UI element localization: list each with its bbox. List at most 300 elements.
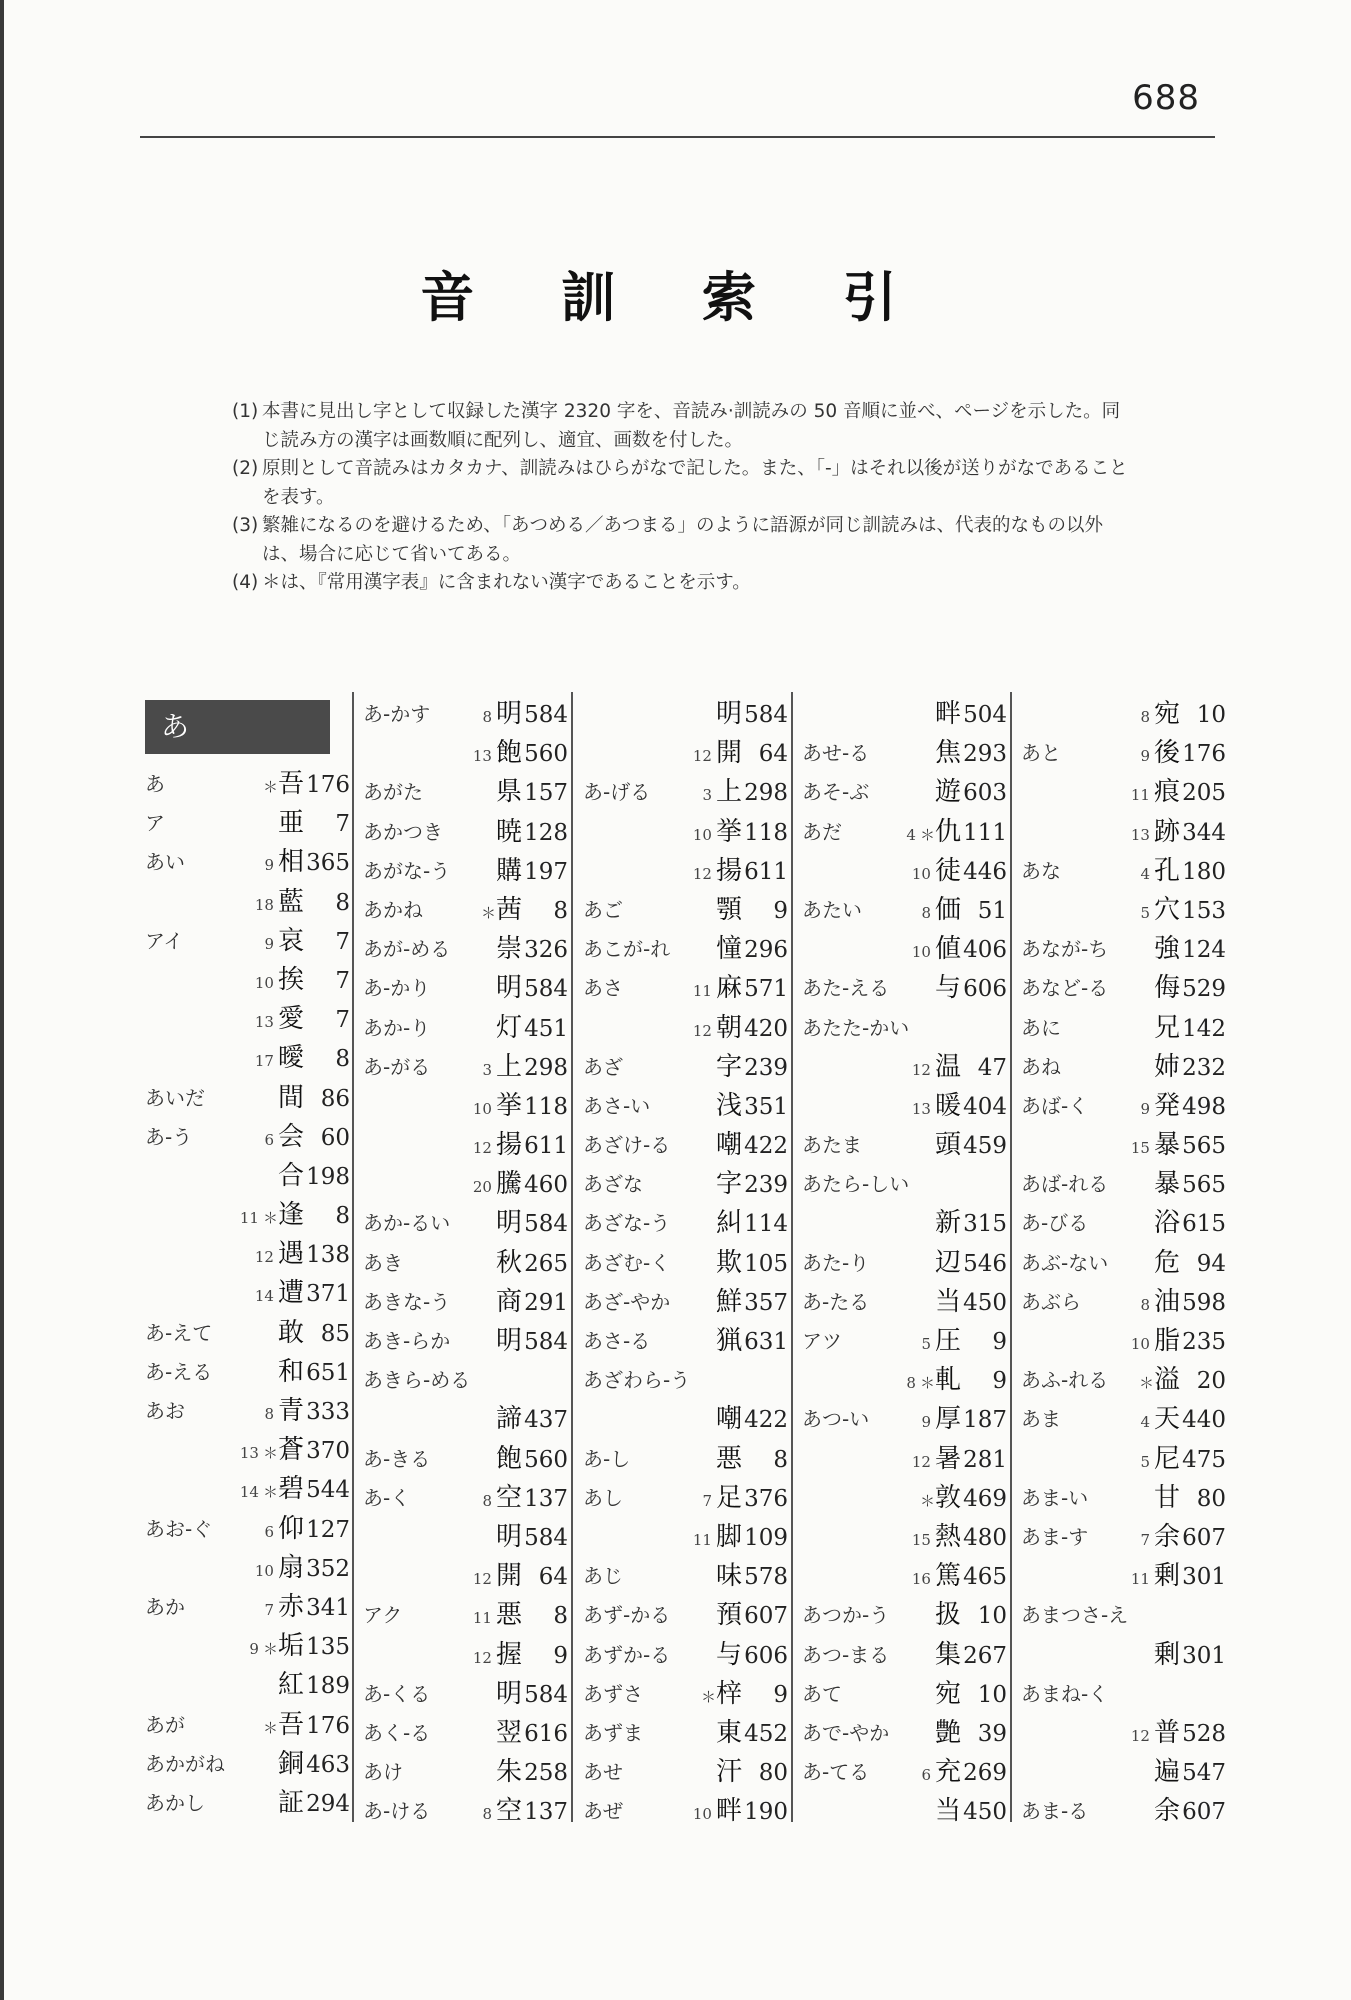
entry-kanji-page [921, 891, 1007, 933]
index-entry [145, 1079, 350, 1118]
index-column [1021, 695, 1226, 1831]
entry-reading: あ-きる [363, 1446, 431, 1471]
index-entry [583, 695, 788, 734]
entry-kanji-page [255, 883, 350, 925]
entry-page: 606 [963, 976, 1007, 1003]
entry-kanji: 開 [495, 1561, 522, 1592]
stroke-count: 7 [1140, 1530, 1150, 1549]
entry-reading: あたま [802, 1133, 862, 1158]
index-entry [363, 1283, 568, 1322]
entry-kanji: 飽 [495, 738, 522, 769]
index-entry [583, 1400, 788, 1439]
entry-page: 544 [306, 1477, 350, 1504]
entry-kanji-page [473, 1596, 568, 1638]
stroke-count: 13 [472, 747, 492, 766]
entry-page: 10 [1196, 702, 1226, 728]
entry-reading: あなが-ち [1021, 937, 1109, 962]
entry-kanji-page [912, 1440, 1007, 1482]
stroke-count: 8 [482, 1491, 492, 1510]
index-entry [802, 1479, 1007, 1518]
entry-page: 267 [963, 1642, 1007, 1669]
index-entry [583, 1361, 788, 1400]
entry-kanji: 糾 [715, 1208, 742, 1239]
entry-kanji-page [716, 930, 788, 970]
entry-reading: あたた-かい [802, 1015, 910, 1040]
entry-kanji: 剰 [1153, 1561, 1180, 1592]
index-entry [802, 813, 1007, 852]
entry-kanji-page [496, 1440, 568, 1480]
entry-page: 9 [773, 1681, 788, 1708]
entry-kanji: 挙 [495, 1090, 522, 1121]
index-column [802, 695, 1007, 1831]
entry-page: 616 [524, 1720, 568, 1747]
entry-page: 371 [306, 1281, 350, 1308]
stroke-count: 20 [472, 1178, 492, 1197]
index-entry [1021, 1636, 1226, 1675]
index-entry [145, 1784, 350, 1823]
entry-kanji: 暁 [495, 816, 522, 847]
entry-kanji: 値 [934, 934, 961, 965]
index-entry [145, 883, 350, 922]
index-entry [145, 1706, 350, 1745]
entry-page: 584 [524, 702, 568, 728]
entry-kanji: 上 [715, 777, 742, 808]
stroke-count: 3 [482, 1060, 492, 1079]
entry-kanji-page [716, 1440, 788, 1480]
entry-page: 7 [335, 1007, 350, 1034]
entry-page: 459 [963, 1133, 1007, 1160]
entry-kanji: 跡 [1153, 816, 1180, 847]
entry-reading: あきら-める [363, 1368, 471, 1393]
entry-kanji: 遭 [277, 1278, 304, 1309]
entry-kanji: 預 [715, 1600, 742, 1631]
entry-kanji: 尼 [1153, 1443, 1180, 1474]
entry-page: 584 [524, 1524, 568, 1551]
index-entry [145, 1392, 350, 1431]
entry-kanji-page [1131, 773, 1226, 815]
index-entry [802, 1283, 1007, 1322]
entry-reading: あば-く [1021, 1093, 1089, 1118]
entry-page: 296 [744, 937, 788, 964]
index-entry [363, 1361, 568, 1400]
entry-kanji: 暖 [934, 1090, 961, 1121]
stroke-count: 5 [1140, 1452, 1150, 1471]
stroke-count: 8 [482, 708, 492, 726]
stroke-count: 10 [472, 1099, 492, 1118]
entry-kanji: 温 [934, 1051, 961, 1082]
entry-kanji-page [935, 1636, 1007, 1676]
non-joyo-mark: ＊ [262, 1640, 278, 1659]
entry-kanji-page [496, 1714, 568, 1754]
entry-reading: あ-くる [363, 1681, 431, 1706]
entry-kanji: 挨 [277, 964, 304, 995]
entry-reading: あじ [583, 1564, 623, 1589]
stroke-count: 10 [911, 864, 931, 883]
index-entry [145, 1235, 350, 1274]
entry-kanji: 扱 [934, 1600, 961, 1631]
stroke-count: 12 [472, 1648, 492, 1667]
entry-kanji-page [716, 1557, 788, 1597]
entry-reading: あざけ-る [583, 1133, 671, 1158]
entry-page: 9 [553, 1642, 568, 1669]
entry-kanji-page [240, 1431, 350, 1473]
entry-reading: あ-ける [363, 1799, 431, 1824]
entry-kanji: 諦 [495, 1404, 522, 1435]
entry-kanji-page [496, 1204, 568, 1244]
entry-page: 9 [992, 1368, 1007, 1395]
index-entry [583, 734, 788, 773]
index-entry [802, 930, 1007, 969]
note-number: (1) [232, 401, 259, 422]
entry-kanji-page [473, 1126, 568, 1168]
index-entry [1021, 1675, 1226, 1714]
stroke-count: 11 [692, 982, 712, 1001]
stroke-count: 4 [1140, 1413, 1150, 1432]
entry-reading: あて [802, 1681, 842, 1706]
entry-kanji: 穴 [1153, 894, 1180, 925]
entry-reading: あき-らか [363, 1329, 451, 1353]
entry-kanji: 商 [495, 1286, 522, 1317]
entry-kanji-page [716, 1596, 788, 1636]
entry-kanji-page [496, 1009, 568, 1049]
index-entry [363, 1400, 568, 1439]
entry-page: 10 [977, 1603, 1007, 1630]
index-entry [583, 1596, 788, 1635]
stroke-count: 15 [1130, 1139, 1150, 1158]
entry-kanji: 当 [934, 1796, 961, 1827]
entry-kanji-page [496, 1244, 568, 1284]
entry-kanji-page [496, 1322, 568, 1362]
entry-reading: あ-てる [802, 1760, 870, 1785]
entry-reading: あか [145, 1594, 185, 1619]
entry-kanji: 味 [715, 1561, 742, 1592]
entry-kanji: 侮 [1153, 973, 1180, 1004]
entry-page: 60 [320, 1124, 350, 1151]
entry-kanji-page [716, 1636, 788, 1676]
entry-reading: あお-ぐ [145, 1516, 213, 1541]
entry-reading: あいだ [145, 1085, 205, 1110]
index-entry [583, 969, 788, 1008]
entry-kanji: 明 [495, 1678, 522, 1709]
index-entry [802, 1165, 1007, 1204]
entry-kanji-page [496, 813, 568, 853]
entry-page: 137 [524, 1799, 568, 1826]
index-entry [145, 843, 350, 882]
entry-page: 86 [320, 1085, 350, 1112]
entry-kanji: 吾 [277, 1709, 304, 1740]
stroke-count: 11 [1130, 786, 1150, 805]
entry-kanji: 遇 [277, 1239, 304, 1270]
entry-reading: あせ [583, 1760, 623, 1785]
index-entry [363, 1322, 568, 1361]
entry-kanji: 熱 [934, 1521, 961, 1552]
stroke-count: 8 [1140, 1295, 1150, 1314]
entry-kanji-page [935, 1714, 1007, 1754]
stroke-count: 6 [264, 1522, 274, 1541]
entry-reading: あ-たる [802, 1289, 870, 1314]
entry-kanji-page [473, 1087, 568, 1129]
non-joyo-mark: ＊ [1138, 1374, 1154, 1393]
notes [232, 398, 1132, 598]
entry-page: 422 [744, 1133, 788, 1160]
entry-kanji-page [278, 1784, 350, 1824]
entry-reading: あかね [363, 897, 423, 922]
entry-page: 190 [744, 1799, 788, 1826]
entry-kanji: 集 [934, 1639, 961, 1670]
entry-kanji: 赤 [277, 1591, 304, 1622]
entry-reading: あたら-しい [802, 1172, 910, 1197]
entry-kanji-page [1140, 734, 1226, 776]
entry-kanji-page [264, 1392, 350, 1434]
entry-kanji: 当 [934, 1286, 961, 1317]
entry-reading: あ-し [583, 1446, 631, 1471]
stroke-count: 4 [906, 825, 916, 844]
note-number: (4) [232, 572, 259, 593]
entry-reading: あき [363, 1250, 403, 1275]
entry-page: 584 [524, 976, 568, 1003]
entry-kanji: 鮮 [715, 1286, 742, 1317]
entry-reading: あざな [583, 1172, 643, 1197]
entry-kanji: 強 [1153, 934, 1180, 965]
index-entry [363, 1596, 568, 1635]
index-entry [583, 1675, 788, 1714]
entry-page: 197 [524, 858, 568, 885]
entry-kanji: 銅 [277, 1748, 304, 1779]
column-rule [352, 692, 354, 1822]
stroke-count: 12 [472, 1139, 492, 1158]
entry-kanji: 汗 [715, 1757, 742, 1788]
entry-page: 446 [963, 858, 1007, 885]
index-entry [363, 852, 568, 891]
entry-kanji-page [1154, 1165, 1226, 1205]
entry-reading: ア [145, 811, 165, 836]
entry-page: 8 [335, 1046, 350, 1073]
entry-page: 235 [1182, 1329, 1226, 1355]
entry-kanji: 麻 [715, 973, 742, 1004]
entry-reading: あ-びる [1021, 1211, 1089, 1236]
entry-page: 118 [744, 819, 788, 846]
index-entry [583, 1048, 788, 1087]
non-joyo-mark: ＊ [262, 1718, 278, 1737]
entry-page: 584 [524, 1211, 568, 1238]
entry-reading: あか-り [363, 1015, 431, 1040]
entry-kanji: 脚 [715, 1521, 742, 1552]
entry-page: 176 [1182, 741, 1226, 768]
entry-kanji: 会 [277, 1121, 304, 1152]
entry-page: 344 [1182, 819, 1226, 846]
entry-page: 611 [524, 1133, 568, 1160]
entry-kanji-page [278, 804, 350, 844]
entry-kanji-page [935, 734, 1007, 774]
entry-kanji-page [1154, 1048, 1226, 1088]
index-column [583, 695, 788, 1831]
index-entry [1021, 1165, 1226, 1204]
entry-kanji: 余 [1153, 1796, 1180, 1827]
index-entry [1021, 1204, 1226, 1243]
entry-page: 7 [335, 928, 350, 955]
index-entry [1021, 891, 1226, 930]
entry-kanji-page [912, 1557, 1007, 1599]
entry-kanji: 畔 [934, 699, 961, 729]
index-entry [145, 765, 350, 804]
entry-kanji-page [278, 1314, 350, 1354]
index-entry [802, 1048, 1007, 1087]
entry-kanji-page [912, 852, 1007, 894]
entry-kanji-page [249, 1627, 350, 1669]
entry-page: 64 [538, 1564, 568, 1591]
section-header-row [145, 695, 350, 765]
entry-kanji-page [473, 1636, 568, 1678]
index-entry [1021, 969, 1226, 1008]
entry-kanji-page [716, 1283, 788, 1323]
entry-kanji: 畔 [715, 1796, 742, 1827]
entry-kanji: 発 [1153, 1090, 1180, 1121]
entry-kanji-page [496, 1675, 568, 1715]
entry-page: 265 [524, 1250, 568, 1277]
index-entry [802, 1126, 1007, 1165]
entry-kanji: 揚 [715, 855, 742, 886]
index-entry [145, 1588, 350, 1627]
entry-page: 584 [524, 1329, 568, 1355]
stroke-count: 7 [264, 1600, 274, 1619]
entry-kanji: 孔 [1153, 855, 1180, 886]
entry-page: 298 [744, 780, 788, 807]
entry-page: 406 [963, 937, 1007, 964]
non-joyo-mark: ＊ [262, 1483, 278, 1502]
entry-reading: あずま [583, 1720, 643, 1745]
entry-kanji: 青 [277, 1396, 304, 1426]
entry-kanji: 朝 [715, 1012, 742, 1043]
entry-page: 469 [963, 1485, 1007, 1512]
entry-page: 8 [553, 1603, 568, 1630]
entry-kanji-page [935, 1675, 1007, 1715]
entry-kanji-page [496, 773, 568, 813]
entry-reading: あご [583, 897, 623, 922]
entry-kanji: 猟 [715, 1326, 742, 1356]
entry-kanji: 後 [1153, 738, 1180, 769]
entry-page: 565 [1182, 1172, 1226, 1199]
index-column [145, 695, 350, 1823]
entry-page: 607 [1182, 1524, 1226, 1551]
entry-reading: あ-げる [583, 780, 651, 805]
entry-kanji: 東 [715, 1717, 742, 1748]
entry-reading: あけ [363, 1760, 403, 1785]
index-entry [145, 922, 350, 961]
entry-page: 8 [335, 1203, 350, 1230]
index-entry [363, 734, 568, 773]
entry-kanji-page [716, 1048, 788, 1088]
entry-page: 176 [306, 772, 350, 798]
entry-kanji: 嘲 [715, 1130, 742, 1161]
entry-page: 611 [744, 858, 788, 885]
entry-reading: あ-かり [363, 976, 431, 1001]
entry-kanji: 剰 [1153, 1639, 1180, 1670]
entry-kanji: 仇 [934, 816, 961, 847]
index-entry [145, 1549, 350, 1588]
non-joyo-mark: ＊ [262, 778, 278, 796]
entry-kanji-page [264, 1588, 350, 1630]
index-entry [802, 1518, 1007, 1557]
note-item [232, 455, 1132, 512]
index-entry [363, 1204, 568, 1243]
entry-page: 571 [744, 976, 788, 1003]
entry-kanji-page [240, 1196, 350, 1238]
index-entry [145, 804, 350, 843]
entry-page: 281 [963, 1446, 1007, 1473]
entry-kanji-page [920, 1479, 1007, 1521]
stroke-count: 13 [254, 1013, 274, 1032]
stroke-count: 8 [264, 1405, 274, 1423]
entry-kanji-page [264, 1510, 350, 1552]
entry-reading: あきな-う [363, 1289, 451, 1314]
entry-kanji-page [481, 891, 568, 933]
index-column [363, 695, 568, 1831]
index-entry [363, 1048, 568, 1087]
index-entry [802, 1753, 1007, 1792]
entry-kanji: 顎 [715, 894, 742, 925]
entry-kanji-page [716, 1244, 788, 1284]
entry-reading: あ-がる [363, 1054, 431, 1079]
entry-kanji-page [935, 1792, 1007, 1832]
entry-kanji: 飽 [495, 1443, 522, 1474]
entry-kanji-page [935, 1596, 1007, 1636]
entry-kanji: 碧 [277, 1474, 304, 1505]
entry-page: 480 [963, 1524, 1007, 1551]
index-entry [1021, 1596, 1226, 1635]
entry-kanji-page [716, 1714, 788, 1754]
index-entry [802, 1714, 1007, 1753]
column-rule [1010, 692, 1012, 1822]
entry-kanji-page [1131, 1322, 1226, 1364]
entry-kanji: 足 [715, 1482, 742, 1513]
index-entry [583, 1440, 788, 1479]
index-entry [802, 969, 1007, 1008]
entry-kanji-page [473, 734, 568, 776]
entry-kanji-page [496, 852, 568, 892]
entry-page: 8 [335, 889, 350, 916]
index-entry [363, 1479, 568, 1518]
entry-page: 584 [524, 1681, 568, 1708]
entry-kanji-page [1154, 1753, 1226, 1793]
entry-page: 127 [306, 1516, 350, 1543]
entry-reading: あが [145, 1712, 185, 1737]
stroke-count: 7 [702, 1491, 712, 1510]
entry-reading: あつか-う [802, 1603, 890, 1628]
entry-page: 7 [335, 811, 350, 838]
index-entry [1021, 1753, 1226, 1792]
entry-kanji: 嘲 [715, 1404, 742, 1435]
index-entry [363, 1792, 568, 1831]
entry-kanji: 開 [715, 738, 742, 769]
entry-kanji-page [496, 930, 568, 970]
index-entry [1021, 1400, 1226, 1439]
entry-page: 128 [524, 819, 568, 846]
entry-kanji: 曖 [277, 1043, 304, 1074]
index-entry [1021, 1283, 1226, 1322]
entry-reading: あずか-る [583, 1642, 671, 1667]
entry-page: 498 [1182, 1093, 1226, 1120]
entry-kanji-page [693, 1518, 788, 1560]
non-joyo-mark: ＊ [262, 1209, 278, 1228]
entry-kanji: 敦 [934, 1482, 961, 1513]
index-entry [1021, 1518, 1226, 1557]
entry-kanji-page [935, 1204, 1007, 1244]
index-entry [802, 1440, 1007, 1479]
entry-kanji: 与 [934, 973, 961, 1004]
index-entry [363, 1518, 568, 1557]
index-entry [363, 1557, 568, 1596]
index-entry [1021, 734, 1226, 773]
